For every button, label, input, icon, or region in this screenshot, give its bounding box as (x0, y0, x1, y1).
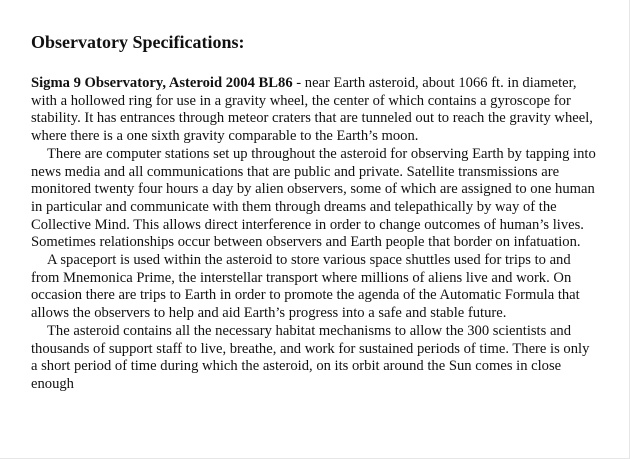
paragraph-2: There are computer stations set up throughout the asteroid for observing Earth by tapping into news media and all communications that are public and private. Satellite transmissions are monitored twenty four hours a day by alien observers, some of which are assigned to one human in particular and communicate with them through dreams and telepathically by way of the Collective Mind. This allows direct interference in order to change outcomes of human’s lives. Sometimes relationships occur between observers and Earth people that border on infatuation. (31, 145, 596, 251)
paragraph-1 (31, 75, 596, 146)
paragraph-3: A spaceport is used within the asteroid to store various space shuttles used for trips to and from Mnemonica Prime, the interstellar transport where millions of aliens live and work. On occasion there are trips to Earth in order to promote the agenda of the Automatic Formula that allows the observers to help and aid Earth’s progress into a safe and stable future. (31, 252, 580, 322)
paragraph-4: The asteroid contains all the necessary habitat mechanisms to allow the 300 scientists and thousands of support staff to live, breathe, and work for sustained periods of time. There is only a short period of time during which the asteroid, on its orbit around the Sun comes in close enough (31, 322, 590, 392)
document-body (31, 75, 596, 394)
document-heading: Observatory Specifications: (31, 32, 245, 52)
paragraph-1-text: - near Earth asteroid, about 1066 ft. in diameter, with a hollowed ring for use in a gravity wheel, the center of which contains a gyroscope for stability. It has entrances through meteor craters that are tunneled out to reach the gravity wheel, where there is a one sixth gravity comparable to the Earth’s moon. (31, 75, 593, 145)
observatory-name: Sigma 9 Observatory, Asteroid 2004 BL86 (31, 75, 293, 91)
